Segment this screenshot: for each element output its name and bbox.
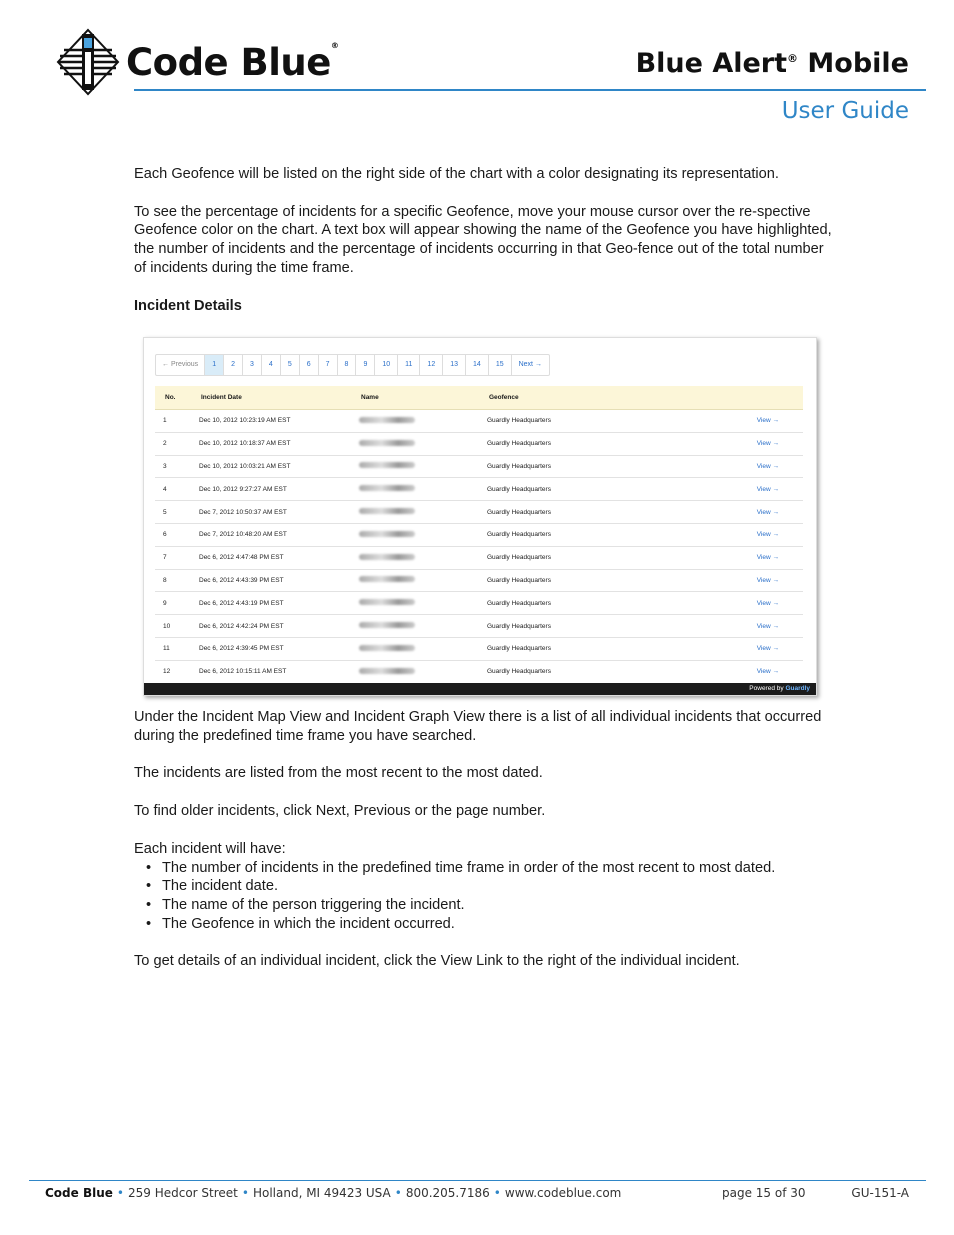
cell-date: Dec 10, 2012 9:27:27 AM EST (191, 478, 351, 501)
cell-date: Dec 10, 2012 10:18:37 AM EST (191, 432, 351, 455)
document-title: Blue Alert® Mobile (635, 48, 909, 79)
pager-page[interactable]: 9 (355, 355, 374, 375)
powered-by-bar: Powered by Guardly (144, 683, 816, 695)
cell-geofence: Guardly Headquarters (479, 569, 664, 592)
cell-geofence: Guardly Headquarters (479, 615, 664, 638)
cell-no: 1 (155, 410, 191, 433)
table-row (155, 637, 803, 660)
pager-page[interactable]: 12 (419, 355, 442, 375)
table-row (155, 546, 803, 569)
pager-page[interactable]: 13 (442, 355, 465, 375)
cell-geofence: Guardly Headquarters (479, 592, 664, 615)
footer-contact: Code Blue • 259 Hedcor Street • Holland, MI 49423 USA • 800.205.7186 • www.codeblue.com (45, 1186, 622, 1200)
pager-page[interactable]: 15 (488, 355, 511, 375)
redacted-name-blur (359, 531, 415, 537)
details-paragraph-5: To get details of an individual incident, click the View Link to the right of the individual incident. (134, 953, 740, 970)
cell-no: 10 (155, 615, 191, 638)
col-header-name: Name (351, 386, 479, 410)
details-section (134, 708, 834, 971)
cell-name-redacted (351, 501, 479, 524)
table-row (155, 569, 803, 592)
cell-date: Dec 6, 2012 10:15:11 AM EST (191, 660, 351, 682)
footer-brand: Code Blue (45, 1186, 113, 1200)
details-paragraph-3: To find older incidents, click Next, Previous or the page number. (134, 803, 546, 820)
col-header-geofence: Geofence (479, 386, 664, 410)
table-row (155, 615, 803, 638)
cell-date: Dec 6, 2012 4:43:19 PM EST (191, 592, 351, 615)
cell-geofence: Guardly Headquarters (479, 660, 664, 682)
cell-name-redacted (351, 523, 479, 546)
pager-page[interactable]: 8 (337, 355, 356, 375)
details-paragraph-2: The incidents are listed from the most recent to the most dated. (134, 765, 543, 782)
table-row (155, 660, 803, 682)
view-link[interactable]: View → (664, 501, 803, 524)
cell-no: 5 (155, 501, 191, 524)
cell-no: 7 (155, 546, 191, 569)
cell-name-redacted (351, 455, 479, 478)
cell-geofence: Guardly Headquarters (479, 546, 664, 569)
redacted-name-blur (359, 668, 415, 674)
pager-page[interactable]: 11 (397, 355, 419, 375)
cell-no: 3 (155, 455, 191, 478)
cell-name-redacted (351, 410, 479, 433)
redacted-name-blur (359, 645, 415, 651)
col-header-date: Incident Date (191, 386, 351, 410)
footer-divider (29, 1180, 926, 1181)
cell-date: Dec 7, 2012 10:48:20 AM EST (191, 523, 351, 546)
view-link[interactable]: View → (664, 432, 803, 455)
redacted-name-blur (359, 622, 415, 628)
document-code: GU-151-A (851, 1186, 909, 1200)
table-row (155, 523, 803, 546)
col-header-no: No. (155, 386, 191, 410)
pager-page[interactable]: 1 (204, 355, 223, 375)
pager-page[interactable]: 6 (299, 355, 318, 375)
cell-date: Dec 7, 2012 10:50:37 AM EST (191, 501, 351, 524)
cell-geofence: Guardly Headquarters (479, 501, 664, 524)
incident-list-screenshot (143, 337, 817, 696)
cell-name-redacted (351, 660, 479, 682)
cell-name-redacted (351, 432, 479, 455)
redacted-name-blur (359, 462, 415, 468)
cell-date: Dec 6, 2012 4:47:48 PM EST (191, 546, 351, 569)
intro-section (134, 165, 834, 315)
cell-geofence: Guardly Headquarters (479, 478, 664, 501)
cell-geofence: Guardly Headquarters (479, 637, 664, 660)
view-link[interactable]: View → (664, 523, 803, 546)
cell-date: Dec 10, 2012 10:03:21 AM EST (191, 455, 351, 478)
cell-no: 12 (155, 660, 191, 682)
redacted-name-blur (359, 599, 415, 605)
footer-city: Holland, MI 49423 USA (252, 1186, 391, 1200)
pager-previous[interactable]: ← Previous (162, 361, 199, 368)
pager-page[interactable]: 10 (374, 355, 397, 375)
page-number: page 15 of 30 (722, 1186, 806, 1200)
table-row (155, 478, 803, 501)
intro-paragraph-2: To see the percentage of incidents for a specific Geofence, move your mouse cursor over the re-spective Geofence color on the chart. A text box will appear showing the name of the Geofence you have highlighted, the number of incidents and the percentage of incidents occurring in that Geo-fence out of the total number of incidents during the time frame. (134, 203, 832, 276)
cell-no: 6 (155, 523, 191, 546)
table-row (155, 501, 803, 524)
table-row (155, 410, 803, 433)
code-blue-logo (56, 28, 338, 96)
pagination (155, 354, 550, 376)
list-item: • The incident date. (146, 877, 834, 896)
pager-page[interactable]: 4 (261, 355, 280, 375)
view-link[interactable]: View → (664, 592, 803, 615)
cell-no: 4 (155, 478, 191, 501)
footer-website[interactable]: www.codeblue.com (504, 1186, 622, 1200)
redacted-name-blur (359, 554, 415, 560)
code-blue-emblem-icon (56, 28, 120, 96)
table-header-row (155, 386, 803, 410)
footer-phone: 800.205.7186 (405, 1186, 490, 1200)
list-item: • The name of the person triggering the incident. (146, 896, 834, 915)
pager-page[interactable]: 5 (280, 355, 299, 375)
document-subtitle: User Guide (781, 98, 909, 124)
cell-name-redacted (351, 569, 479, 592)
logo-wordmark: Code Blue® (126, 40, 339, 84)
header-divider (134, 89, 926, 91)
view-link[interactable]: View → (664, 660, 803, 682)
details-paragraph-4: Each incident will have: (134, 840, 286, 857)
redacted-name-blur (359, 417, 415, 423)
redacted-name-blur (359, 508, 415, 514)
col-header-action (664, 386, 803, 410)
cell-geofence: Guardly Headquarters (479, 410, 664, 433)
cell-name-redacted (351, 615, 479, 638)
cell-name-redacted (351, 592, 479, 615)
view-link[interactable]: View → (664, 615, 803, 638)
cell-geofence: Guardly Headquarters (479, 455, 664, 478)
cell-geofence: Guardly Headquarters (479, 523, 664, 546)
footer-address: 259 Hedcor Street (127, 1186, 238, 1200)
cell-no: 11 (155, 637, 191, 660)
cell-date: Dec 6, 2012 4:43:39 PM EST (191, 569, 351, 592)
view-link[interactable]: View → (664, 455, 803, 478)
cell-name-redacted (351, 478, 479, 501)
incident-table (155, 386, 803, 683)
redacted-name-blur (359, 485, 415, 491)
table-row (155, 592, 803, 615)
table-row (155, 432, 803, 455)
cell-no: 8 (155, 569, 191, 592)
cell-name-redacted (351, 637, 479, 660)
pager-page[interactable]: 7 (318, 355, 337, 375)
section-heading: Incident Details (134, 297, 242, 314)
details-paragraph-1: Under the Incident Map View and Incident Graph View there is a list of all individual incidents that occurred during the predefined time frame you have searched. (134, 709, 822, 744)
view-link[interactable]: View → (664, 546, 803, 569)
pager-next[interactable]: Next → (511, 355, 549, 375)
redacted-name-blur (359, 576, 415, 582)
pager-page[interactable]: 3 (242, 355, 261, 375)
table-row (155, 455, 803, 478)
view-link[interactable]: View → (664, 410, 803, 433)
cell-geofence: Guardly Headquarters (479, 432, 664, 455)
list-item: • The number of incidents in the predefined time frame in order of the most recent to most dated. (146, 859, 834, 878)
intro-paragraph-1: Each Geofence will be listed on the right side of the chart with a color designating its representation. (134, 166, 779, 182)
redacted-name-blur (359, 440, 415, 446)
cell-date: Dec 6, 2012 4:39:45 PM EST (191, 637, 351, 660)
cell-no: 2 (155, 432, 191, 455)
incident-fields-list (134, 859, 834, 934)
view-link[interactable]: View → (664, 569, 803, 592)
cell-date: Dec 6, 2012 4:42:24 PM EST (191, 615, 351, 638)
pager-page[interactable]: 2 (223, 355, 242, 375)
cell-date: Dec 10, 2012 10:23:19 AM EST (191, 410, 351, 433)
cell-no: 9 (155, 592, 191, 615)
view-link[interactable]: View → (664, 637, 803, 660)
pager-page[interactable]: 14 (465, 355, 488, 375)
list-item: • The Geofence in which the incident occurred. (146, 915, 834, 934)
cell-name-redacted (351, 546, 479, 569)
view-link[interactable]: View → (664, 478, 803, 501)
